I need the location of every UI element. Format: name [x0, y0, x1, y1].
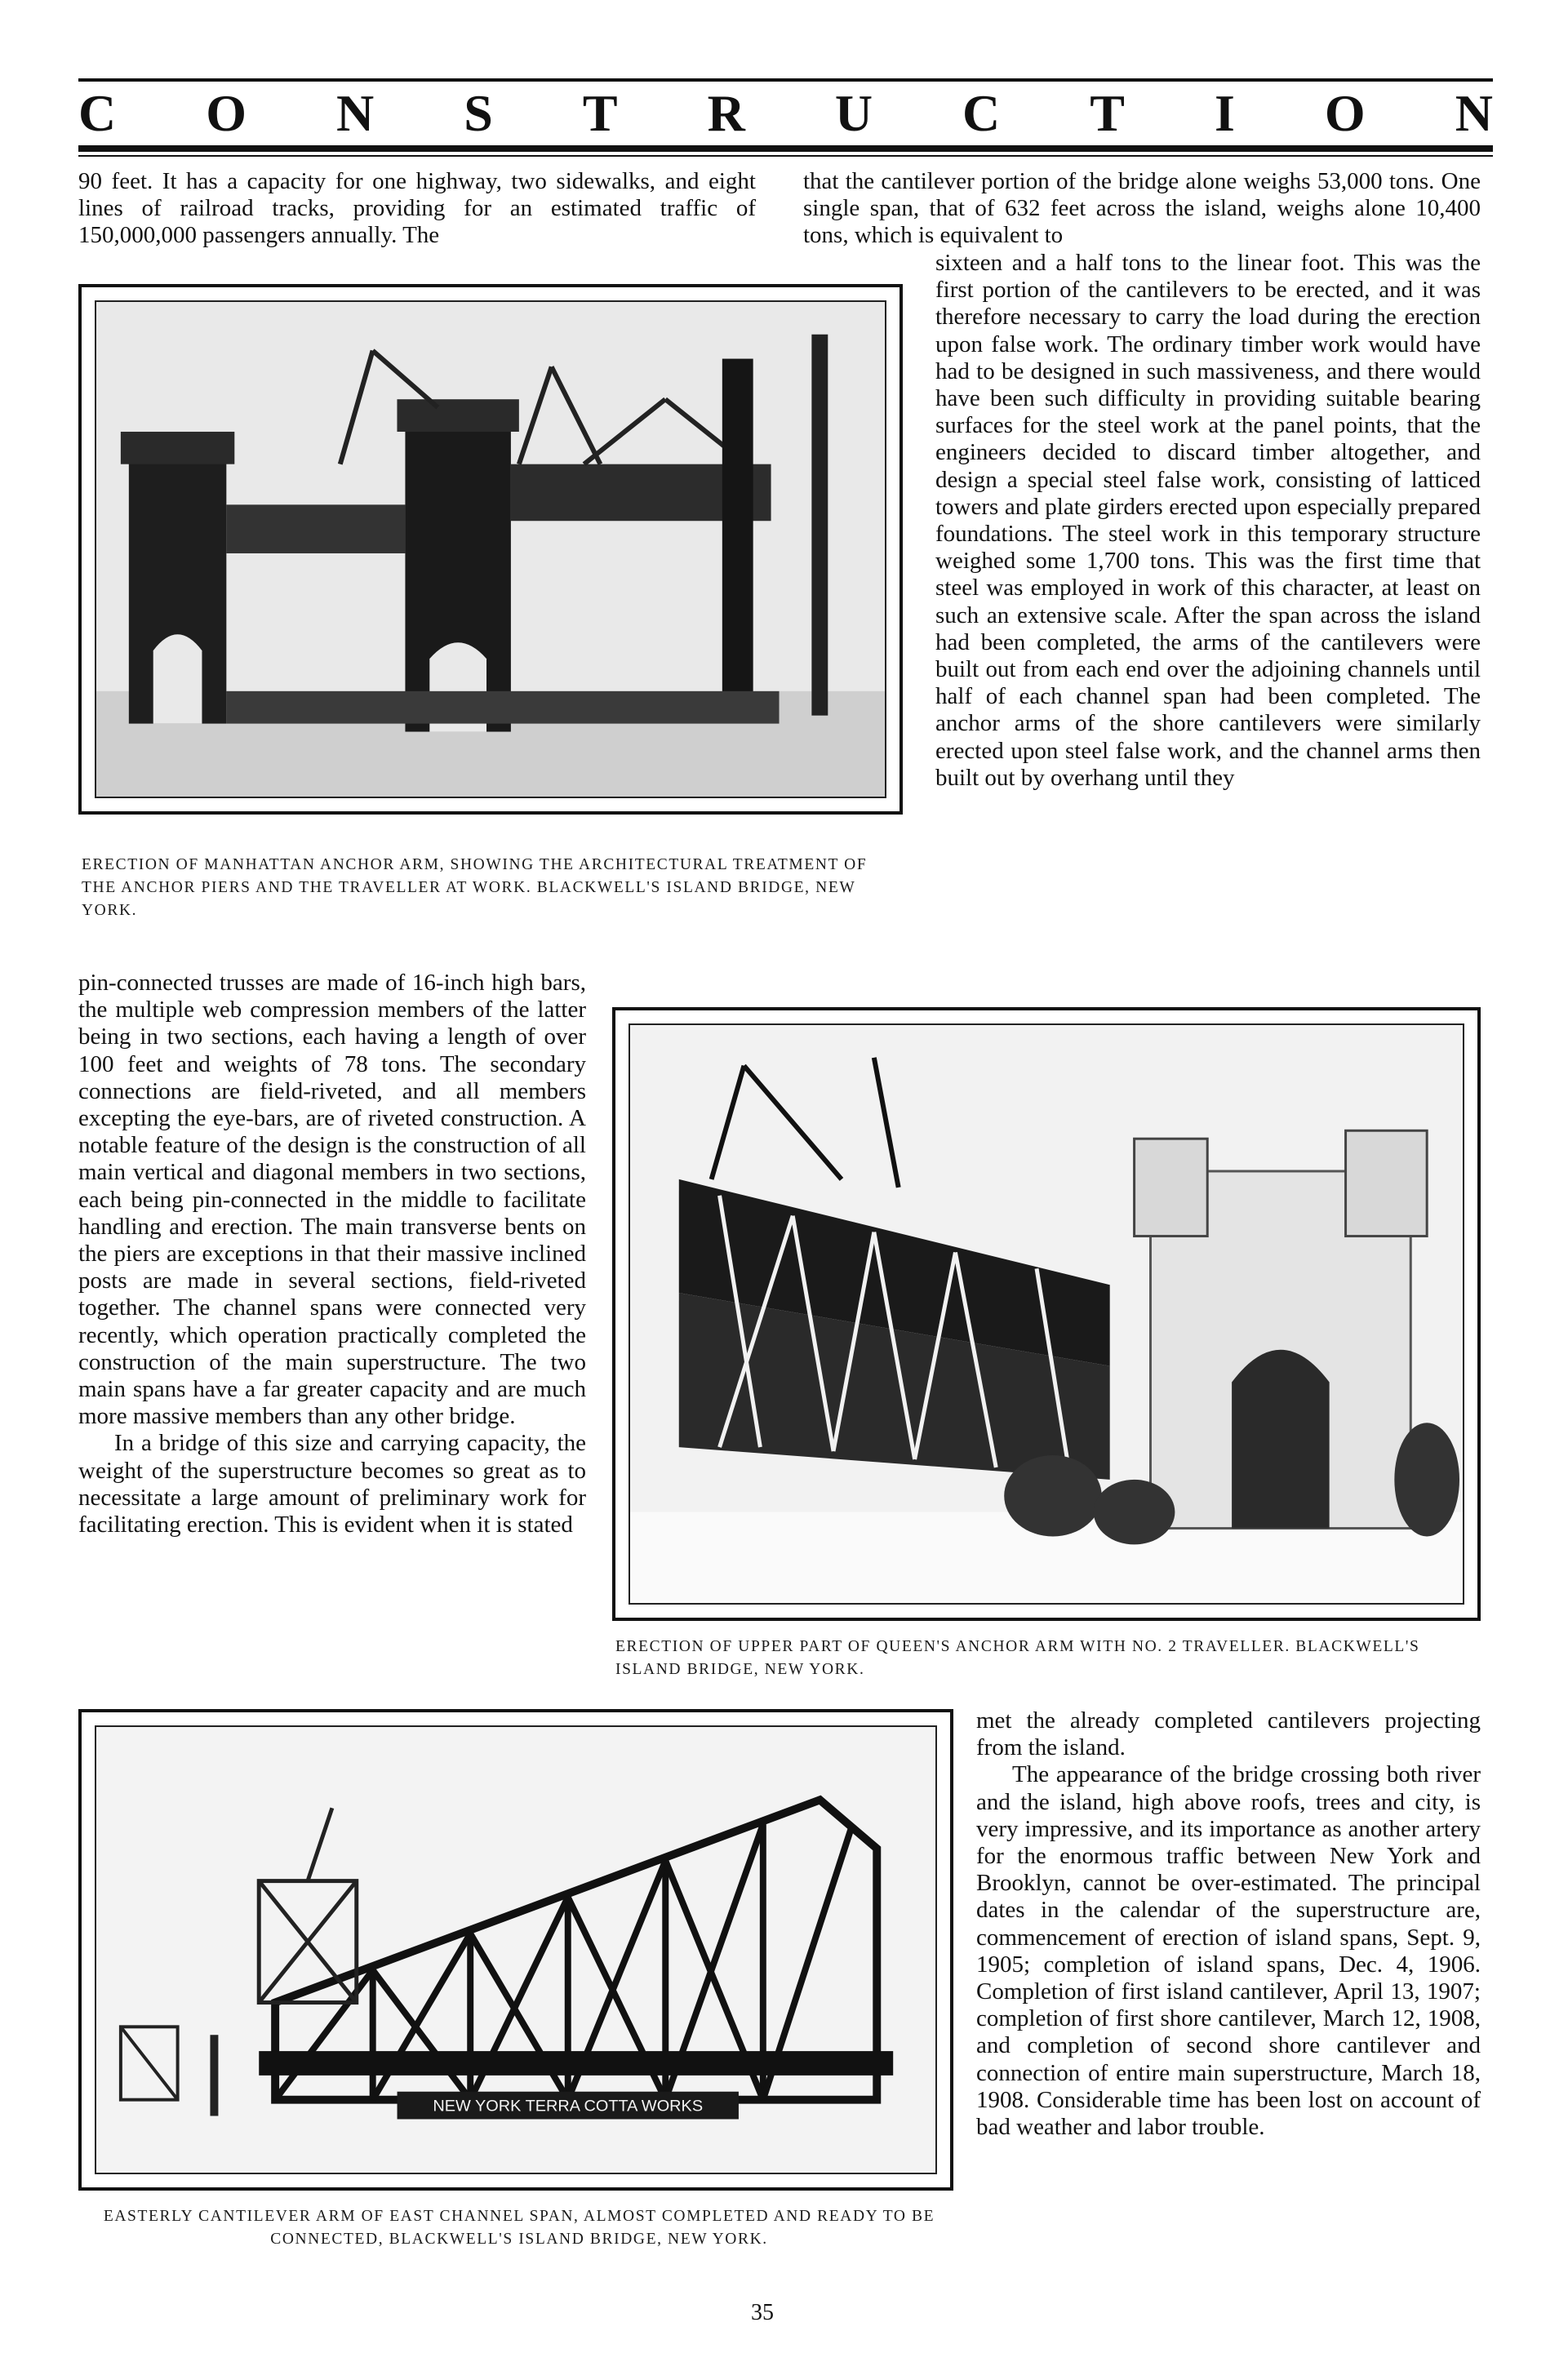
- paragraph: In a bridge of this size and carrying capacity, the weight of the superstructure becomes so great as to necessitate a large amount of preliminary work for facilitating erection. This is evident when it is stated: [78, 1430, 586, 1538]
- bottom-right-text: [976, 1707, 1481, 2141]
- photo-east-channel-span-frame: [78, 1709, 953, 2191]
- masthead-bottom-thin-rule: [78, 155, 1493, 157]
- masthead-bottom-rule: [78, 145, 1493, 152]
- masthead-letter: N: [1455, 84, 1493, 142]
- top-right-text: [803, 168, 1481, 250]
- paragraph: The appearance of the bridge crossing both river and the island, high above roofs, trees and city, is very impressive, and its importance as another artery for the enormous traffic between New York and Brooklyn, cannot be over-estimated. The principal dates in the calendar of the superstructure are, commencement of erection of island spans, Sept. 9, 1905; completion of island spans, Dec. 4, 1906. Completion of first island cantilever, April 13, 1907; completion of first shore cantilever, March 12, 1908, and completion of second shore cantilever and connection of entire main superstructure, March 18, 1908. Considerable time has been lost on account of bad weather and labor trouble.: [976, 1761, 1481, 2141]
- photo2-caption: [615, 1636, 1481, 1681]
- photo1-caption: [82, 854, 906, 922]
- paragraph: met the already completed cantilevers projecting from the island.: [976, 1707, 1481, 1761]
- caption-text: ERECTION OF UPPER PART OF QUEEN'S ANCHOR ARM WITH NO. 2 TRAVELLER. BLACKWELL'S ISLAND BRIDGE, NEW YORK.: [615, 1638, 1420, 1678]
- photo-east-channel-span: [95, 1725, 937, 2174]
- masthead-letter: N: [336, 84, 375, 142]
- page-number: 35: [751, 2300, 774, 2325]
- paragraph: sixteen and a half tons to the linear foot. This was the first portion of the cantilevers to be erected, and it was therefore necessary to carry the load during the erection upon false work. The ordinary timber work would have had to be designed in such massiveness, and there would have been such difficulty in providing suitable bearing surfaces for the steel work at the panel points, that the engineers decided to discard timber altogether, and design a special steel false work, consisting of latticed towers and plate girders erected upon especially prepared foundations. The steel work in this temporary structure weighed some 1,700 tons. This was the first time that steel was employed in work of this character, at least on such an extensive scale. After the span across the island had been completed, the arms of the cantilevers were built out from each end over the adjoining channels until half of each channel span had been completed. The anchor arms of the shore cantilevers were similarly erected upon steel false work, and the channel arms then built out by overhang until they: [935, 250, 1481, 791]
- photo3-caption: [82, 2205, 957, 2251]
- masthead-letter: O: [206, 84, 247, 142]
- photo-queens-anchor-arm: [629, 1023, 1464, 1605]
- masthead-letter: R: [707, 84, 745, 142]
- mid-left-text: [78, 970, 586, 1538]
- paragraph: that the cantilever portion of the bridge alone weighs 53,000 tons. One single span, that of 632 feet across the island, weighs alone 10,400 tons, which is equivalent to: [803, 168, 1481, 249]
- masthead-letter: T: [1090, 84, 1125, 142]
- paragraph: 90 feet. It has a capacity for one highway, two sidewalks, and eight lines of railroad tracks, providing for an estimated traffic of 150,000,000 passengers annually. The: [78, 168, 756, 249]
- masthead-letter: T: [582, 84, 618, 142]
- masthead-letter: O: [1324, 84, 1366, 142]
- masthead-top-rule: [78, 78, 1493, 82]
- caption-text: EASTERLY CANTILEVER ARM OF EAST CHANNEL SPAN, ALMOST COMPLETED AND READY TO BE CONNECTED, BLACKWELL'S ISLAND BRIDGE, NEW YORK.: [103, 2208, 935, 2248]
- caption-text: ERECTION OF MANHATTAN ANCHOR ARM, SHOWING THE ARCHITECTURAL TREATMENT OF THE ANCHOR PIERS AND THE TRAVELLER AT WORK. BLACKWELL'S ISLAND BRIDGE, NEW YORK.: [82, 856, 868, 919]
- photo-manhattan-anchor-arm-frame: [78, 284, 903, 815]
- masthead-letter: I: [1214, 84, 1235, 142]
- masthead-title: [78, 85, 1493, 142]
- right-narrow-text: [935, 250, 1481, 792]
- photo-manhattan-anchor-arm: [95, 300, 886, 798]
- masthead-letter: S: [464, 84, 493, 142]
- photo3-sign-text: NEW YORK TERRA COTTA WORKS: [433, 2097, 704, 2116]
- top-left-text: [78, 168, 756, 250]
- masthead-letter: C: [962, 84, 1001, 142]
- masthead-letter: U: [834, 84, 873, 142]
- paragraph: pin-connected trusses are made of 16-inch high bars, the multiple web compression members of the latter being in two sections, each having a length of over 100 feet and weights of 78 tons. The secondary connections are field-riveted, and all members excepting the eye-bars, are of riveted construction. A notable feature of the design is the construction of all main vertical and diagonal members in two sections, each being pin-connected in the middle to facilitate handling and erection. The main transverse bents on the piers are exceptions in that their massive inclined posts are made in several sections, field-riveted together. The channel spans were connected very recently, which operation practically completed the construction of the main superstructure. The two main spans have a far greater capacity and are much more massive members than any other bridge.: [78, 970, 586, 1430]
- photo-queens-anchor-arm-frame: [612, 1007, 1481, 1621]
- masthead-letter: C: [78, 84, 117, 142]
